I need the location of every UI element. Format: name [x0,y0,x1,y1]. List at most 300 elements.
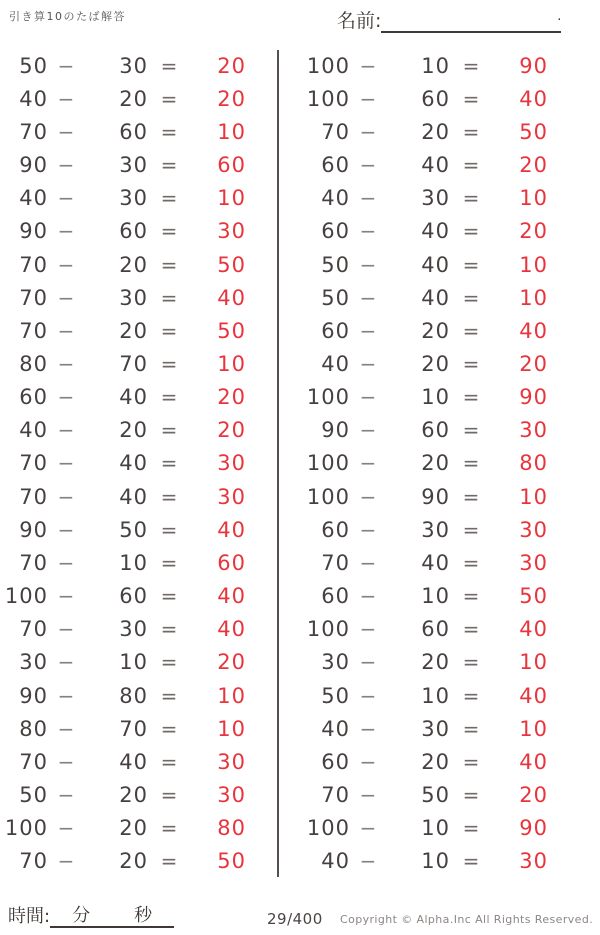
answer-value: 30 [217,484,246,509]
equals-sign: = [160,849,178,874]
equals-sign: = [462,153,480,178]
answer-value: 20 [519,783,548,808]
minus-sign: − [359,86,377,111]
problem-row [0,281,260,314]
equals-sign: = [160,749,178,774]
problem-row [302,580,562,613]
subtrahend: 80 [119,683,148,708]
equals-sign: = [462,816,480,841]
equals-sign: = [462,186,480,211]
subtrahend: 10 [421,849,450,874]
answer-value: 10 [217,683,246,708]
answer-value: 40 [519,318,548,343]
answer-value: 90 [519,53,548,78]
problem-row [0,414,260,447]
minus-sign: − [57,451,75,476]
minus-sign: − [57,683,75,708]
subtrahend: 60 [119,119,148,144]
minus-sign: − [359,816,377,841]
time-blank-line[interactable] [50,904,174,928]
minuend: 90 [19,153,48,178]
answer-value: 60 [217,153,246,178]
subtrahend: 10 [421,53,450,78]
minuend: 40 [321,186,350,211]
subtrahend: 20 [421,749,450,774]
time-field [8,902,174,928]
answer-value: 10 [217,351,246,376]
equals-sign: = [462,318,480,343]
equals-sign: = [160,318,178,343]
minuend: 70 [19,749,48,774]
equals-sign: = [462,86,480,111]
subtrahend: 60 [421,617,450,642]
problem-row [302,845,562,878]
subtrahend: 40 [421,550,450,575]
answer-value: 30 [217,451,246,476]
minus-sign: − [57,318,75,343]
minuend: 50 [321,285,350,310]
minus-sign: − [359,418,377,443]
minuend: 40 [19,186,48,211]
minuend: 80 [19,351,48,376]
minuend: 70 [19,617,48,642]
minuend: 70 [321,550,350,575]
problem-row [0,82,260,115]
equals-sign: = [462,617,480,642]
minus-sign: − [57,119,75,144]
answer-value: 30 [519,550,548,575]
minuend: 70 [19,550,48,575]
minus-sign: − [359,219,377,244]
problem-row [302,712,562,745]
answer-value: 60 [217,550,246,575]
problem-row [0,215,260,248]
minus-sign: − [57,849,75,874]
minus-sign: − [359,550,377,575]
answer-value: 40 [519,683,548,708]
subtrahend: 20 [421,351,450,376]
minuend: 90 [19,219,48,244]
equals-sign: = [462,517,480,542]
minus-sign: − [57,186,75,211]
equals-sign: = [160,351,178,376]
problem-row [0,580,260,613]
minus-sign: − [57,86,75,111]
minuend: 60 [321,219,350,244]
minuend: 60 [321,318,350,343]
minuend: 50 [19,783,48,808]
minuend: 70 [19,451,48,476]
answer-value: 40 [217,285,246,310]
problem-row [0,613,260,646]
problem-row [302,82,562,115]
minus-sign: − [359,53,377,78]
equals-sign: = [462,783,480,808]
subtrahend: 40 [421,219,450,244]
equals-sign: = [462,53,480,78]
answer-value: 20 [217,385,246,410]
minuend: 100 [306,484,350,509]
minus-sign: − [57,484,75,509]
answer-value: 20 [217,53,246,78]
problem-row [302,778,562,811]
equals-sign: = [160,617,178,642]
equals-sign: = [160,550,178,575]
minuend: 40 [19,86,48,111]
subtrahend: 20 [119,849,148,874]
equals-sign: = [160,53,178,78]
name-label: 名前: [337,10,382,32]
equals-sign: = [160,683,178,708]
minus-sign: − [57,816,75,841]
problem-row [0,49,260,82]
minus-sign: − [359,451,377,476]
problem-column-right [302,49,562,878]
minus-sign: − [57,351,75,376]
minus-sign: − [57,53,75,78]
problem-row [302,812,562,845]
problem-row [0,845,260,878]
problem-row [0,812,260,845]
minuend: 70 [321,783,350,808]
minus-sign: − [57,153,75,178]
subtrahend: 40 [119,484,148,509]
equals-sign: = [160,219,178,244]
minuend: 90 [19,683,48,708]
minus-sign: − [359,517,377,542]
minuend: 30 [19,650,48,675]
minus-sign: − [359,153,377,178]
equals-sign: = [160,186,178,211]
subtrahend: 40 [119,451,148,476]
answer-value: 50 [217,318,246,343]
minus-sign: − [57,219,75,244]
minuend: 50 [19,53,48,78]
equals-sign: = [160,783,178,808]
answer-value: 10 [519,252,548,277]
minus-sign: − [57,650,75,675]
problem-row [302,513,562,546]
problem-row [0,248,260,281]
problem-row [0,148,260,181]
minus-sign: − [359,186,377,211]
equals-sign: = [462,683,480,708]
equals-sign: = [160,451,178,476]
subtrahend: 70 [119,351,148,376]
answer-value: 10 [519,650,548,675]
subtrahend: 30 [119,617,148,642]
answer-value: 10 [519,716,548,741]
answer-value: 40 [217,584,246,609]
answer-value: 10 [519,186,548,211]
subtrahend: 60 [119,219,148,244]
minus-sign: − [359,650,377,675]
minus-sign: − [359,119,377,144]
equals-sign: = [160,716,178,741]
minus-sign: − [57,285,75,310]
problem-row [0,347,260,380]
minus-sign: − [57,252,75,277]
equals-sign: = [462,484,480,509]
problem-row [0,182,260,215]
equals-sign: = [160,86,178,111]
minuend: 100 [306,617,350,642]
equals-sign: = [462,119,480,144]
minus-sign: − [57,617,75,642]
problem-row [0,115,260,148]
name-blank-line[interactable] [381,9,561,33]
minus-sign: − [57,749,75,774]
answer-value: 80 [217,816,246,841]
subtrahend: 30 [421,186,450,211]
answer-value: 20 [519,153,548,178]
equals-sign: = [160,584,178,609]
problem-row [0,447,260,480]
equals-sign: = [462,650,480,675]
problem-row [302,646,562,679]
problem-row [302,745,562,778]
problem-row [302,115,562,148]
problem-area [0,49,600,879]
minuend: 100 [306,451,350,476]
subtrahend: 40 [421,252,450,277]
subtrahend: 20 [421,650,450,675]
minuend: 60 [321,584,350,609]
problem-row [0,513,260,546]
equals-sign: = [462,418,480,443]
subtrahend: 90 [421,484,450,509]
subtrahend: 40 [421,153,450,178]
problem-row [302,148,562,181]
equals-sign: = [160,119,178,144]
minus-sign: − [57,517,75,542]
subtrahend: 40 [119,749,148,774]
subtrahend: 30 [119,186,148,211]
subtrahend: 10 [421,584,450,609]
equals-sign: = [462,550,480,575]
subtrahend: 20 [421,451,450,476]
answer-value: 40 [217,517,246,542]
minuend: 40 [321,716,350,741]
problem-row [302,281,562,314]
equals-sign: = [462,716,480,741]
subtrahend: 30 [119,153,148,178]
minuend: 100 [4,816,48,841]
problem-row [302,314,562,347]
minus-sign: − [359,252,377,277]
problem-row [302,49,562,82]
answer-value: 30 [519,849,548,874]
answer-value: 10 [519,484,548,509]
problem-row [302,215,562,248]
equals-sign: = [160,153,178,178]
equals-sign: = [462,451,480,476]
equals-sign: = [160,418,178,443]
minuend: 100 [306,385,350,410]
minus-sign: − [57,418,75,443]
equals-sign: = [462,219,480,244]
name-line-period: . [557,9,562,24]
subtrahend: 10 [421,385,450,410]
problem-row [0,679,260,712]
answer-value: 50 [519,119,548,144]
minuend: 100 [306,86,350,111]
minus-sign: − [359,484,377,509]
minus-sign: − [359,783,377,808]
subtrahend: 70 [119,716,148,741]
problem-row [302,381,562,414]
problem-column-left [0,49,260,878]
minus-sign: − [359,385,377,410]
equals-sign: = [160,252,178,277]
problem-row [0,480,260,513]
subtrahend: 40 [421,285,450,310]
minuend: 70 [19,849,48,874]
minuend: 70 [19,252,48,277]
minutes-label: 分 [72,905,91,926]
minuend: 50 [321,683,350,708]
answer-value: 30 [217,783,246,808]
minuend: 90 [19,517,48,542]
subtrahend: 30 [421,517,450,542]
answer-value: 20 [217,86,246,111]
minuend: 70 [19,285,48,310]
worksheet-title: 引き算10のたば解答 [9,10,126,23]
answer-value: 30 [217,219,246,244]
subtrahend: 60 [421,86,450,111]
equals-sign: = [462,252,480,277]
equals-sign: = [160,650,178,675]
name-field [337,6,561,33]
problem-row [0,314,260,347]
minuend: 40 [321,849,350,874]
answer-value: 10 [217,716,246,741]
subtrahend: 10 [119,550,148,575]
minuend: 60 [321,517,350,542]
problem-row [0,745,260,778]
minuend: 30 [321,650,350,675]
minuend: 40 [321,351,350,376]
answer-value: 40 [519,617,548,642]
minuend: 60 [321,153,350,178]
equals-sign: = [462,849,480,874]
subtrahend: 20 [119,783,148,808]
answer-value: 20 [519,351,548,376]
equals-sign: = [462,385,480,410]
answer-value: 20 [217,418,246,443]
subtrahend: 10 [421,816,450,841]
minuend: 70 [321,119,350,144]
problem-row [302,248,562,281]
copyright-notice: Copyright © Alpha.Inc All Rights Reserved. [340,913,594,926]
answer-value: 50 [217,252,246,277]
problem-row [302,182,562,215]
subtrahend: 30 [119,285,148,310]
subtrahend: 20 [119,816,148,841]
subtrahend: 40 [119,385,148,410]
minus-sign: − [57,385,75,410]
minuend: 100 [4,584,48,609]
equals-sign: = [462,285,480,310]
minuend: 70 [19,318,48,343]
answer-value: 20 [217,650,246,675]
equals-sign: = [160,484,178,509]
subtrahend: 20 [119,318,148,343]
subtrahend: 30 [421,716,450,741]
minus-sign: − [359,683,377,708]
minus-sign: − [359,749,377,774]
problem-row [302,414,562,447]
minuend: 40 [19,418,48,443]
minus-sign: − [359,617,377,642]
answer-value: 90 [519,385,548,410]
minus-sign: − [359,351,377,376]
problem-row [0,712,260,745]
subtrahend: 20 [421,119,450,144]
answer-value: 10 [519,285,548,310]
problem-row [0,381,260,414]
minus-sign: − [57,716,75,741]
seconds-label: 秒 [134,905,153,926]
problem-row [0,778,260,811]
answer-value: 10 [217,119,246,144]
minuend: 70 [19,119,48,144]
answer-value: 40 [519,86,548,111]
problem-row [0,646,260,679]
problem-row [302,480,562,513]
subtrahend: 20 [119,418,148,443]
subtrahend: 10 [421,683,450,708]
subtrahend: 10 [119,650,148,675]
minuend: 100 [306,816,350,841]
answer-value: 10 [217,186,246,211]
subtrahend: 20 [119,86,148,111]
equals-sign: = [160,816,178,841]
answer-value: 30 [519,517,548,542]
minuend: 60 [19,385,48,410]
equals-sign: = [462,351,480,376]
equals-sign: = [462,749,480,774]
problem-row [302,347,562,380]
answer-value: 40 [217,617,246,642]
minus-sign: − [359,716,377,741]
minuend: 80 [19,716,48,741]
subtrahend: 20 [119,252,148,277]
time-label: 時間: [8,906,51,927]
minus-sign: − [359,318,377,343]
minus-sign: − [57,584,75,609]
minus-sign: − [359,584,377,609]
column-divider-line [277,50,279,877]
answer-value: 50 [217,849,246,874]
minuend: 50 [321,252,350,277]
minus-sign: − [359,285,377,310]
minuend: 90 [321,418,350,443]
equals-sign: = [160,285,178,310]
problem-row [302,613,562,646]
subtrahend: 20 [421,318,450,343]
page-number: 29/400 [267,910,323,928]
answer-value: 80 [519,451,548,476]
minus-sign: − [359,849,377,874]
problem-row [302,546,562,579]
answer-value: 40 [519,749,548,774]
answer-value: 90 [519,816,548,841]
problem-row [302,447,562,480]
answer-value: 30 [217,749,246,774]
minuend: 100 [306,53,350,78]
subtrahend: 50 [119,517,148,542]
